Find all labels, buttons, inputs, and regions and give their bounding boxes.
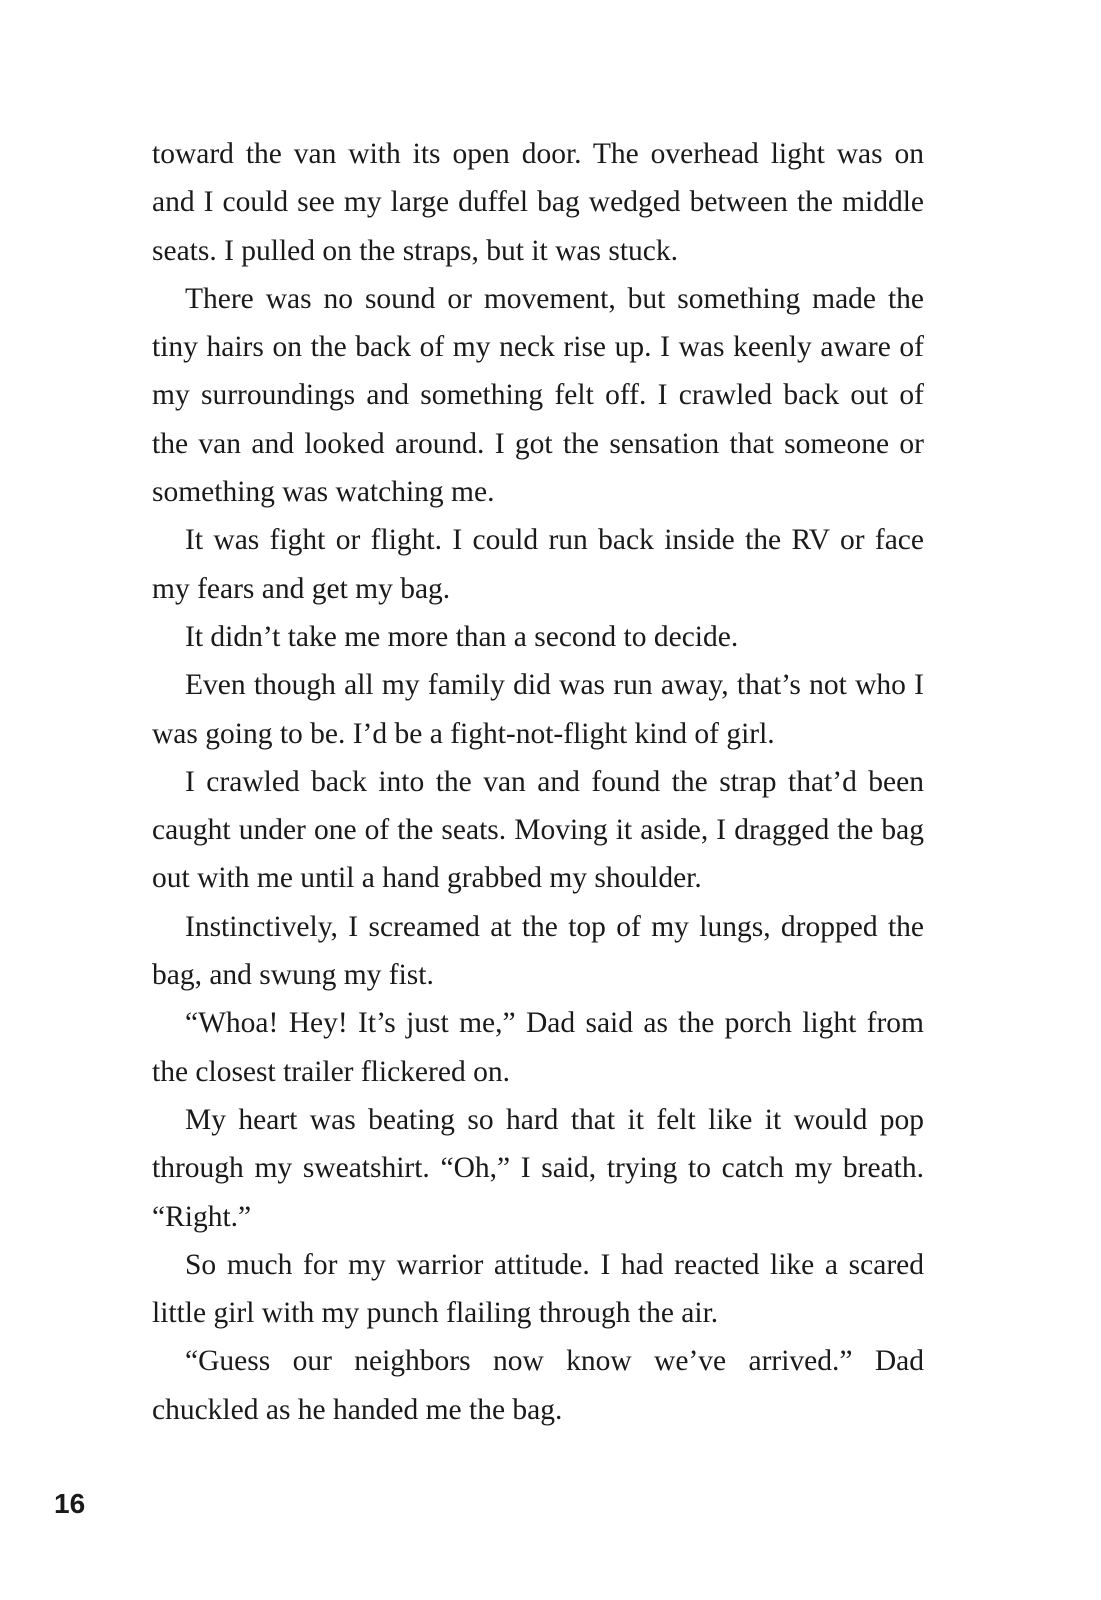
- paragraph: I crawled back into the van and found the strap that’d been caught under one of the seats. Moving it aside, I dragged the bag out with me until a hand grabbed my shoulder.: [152, 765, 924, 895]
- paragraph: It didn’t take me more than a second to decide.: [185, 620, 739, 653]
- paragraph-continued: toward the van with its open door. The overhead light was on and I could see my large duffel bag wedged between the middle seats. I pulled on the straps, but it was stuck.: [152, 138, 924, 267]
- paragraph: There was no sound or movement, but something made the tiny hairs on the back of my neck rise up. I was keenly aware of my surroundings and something felt off. I crawled back out of the van and looked around. I got the sensation that someone or something was watching me.: [152, 282, 924, 509]
- paragraph: It was fight or flight. I could run back inside the RV or face my fears and get my bag.: [152, 524, 924, 605]
- body-text: [152, 130, 924, 1434]
- paragraph: My heart was beating so hard that it felt like it would pop through my sweatshirt. “Oh,” I said, trying to catch my breath. “Right.”: [152, 1103, 924, 1233]
- paragraph: Even though all my family did was run away, that’s not who I was going to be. I’d be a fight-not-flight kind of girl.: [152, 669, 924, 750]
- page-number: 16: [54, 1488, 86, 1519]
- paragraph: “Whoa! Hey! It’s just me,” Dad said as the porch light from the closest trailer flickered on.: [152, 1007, 924, 1088]
- paragraph: So much for my warrior attitude. I had reacted like a scared little girl with my punch flailing through the air.: [152, 1248, 924, 1330]
- paragraph: “Guess our neighbors now know we’ve arrived.” Dad chuckled as he handed me the bag.: [152, 1345, 924, 1426]
- paragraph: Instinctively, I screamed at the top of my lungs, dropped the bag, and swung my fist.: [152, 910, 924, 992]
